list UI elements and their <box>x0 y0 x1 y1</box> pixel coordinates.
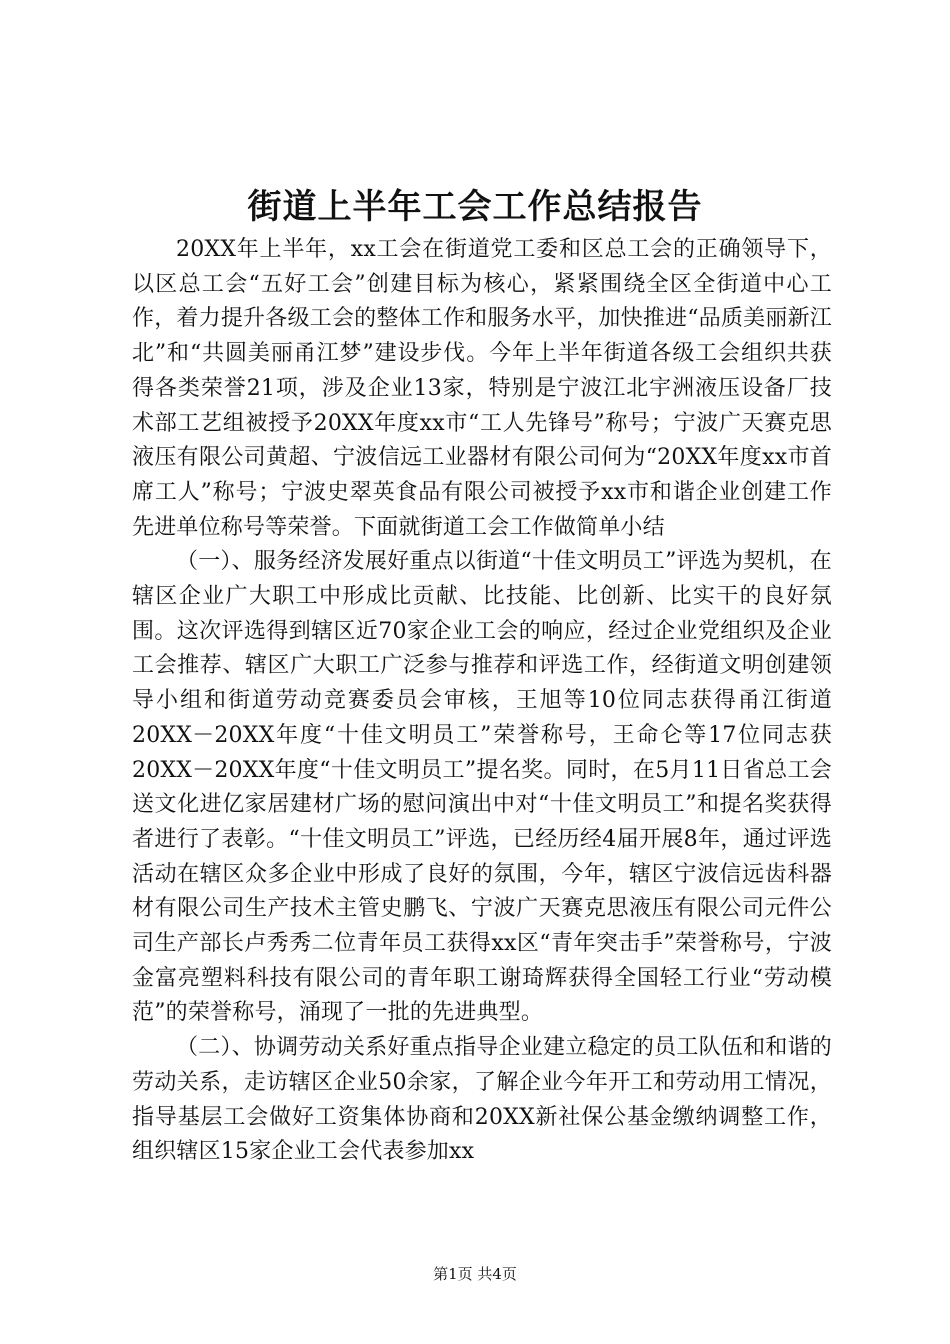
paragraph-section-2: （二）、协调劳动关系好重点指导企业建立稳定的员工队伍和和谐的劳动关系，走访辖区企业50余家，了解企业今年开工和劳动用工情况，指导基层工会做好工资集体协商和20XX新社保公基金缴纳调整工作，组织辖区15家企业工会代表参加xx <box>132 1035 832 1165</box>
paragraph-intro: 20XX年上半年，xx工会在街道党工委和区总工会的正确领导下，以区总工会“五好工会”创建目标为核心，紧紧围绕全区全街道中心工作，着力提升各级工会的整体工作和服务水平，加快推进“品质美丽新江北”和“共圆美丽甬江梦”建设步伐。今年上半年街道各级工会组织共获得各类荣誉21项，涉及企业13家，特别是宁波江北宇洲液压设备厂技术部工艺组被授予20XX年度xx市“工人先锋号”称号；宁波广天赛克思液压有限公司黄超、宁波信远工业器材有限公司何为“20XX年度xx市首席工人”称号；宁波史翠英食品有限公司被授予xx市和谐企业创建工作先进单位称号等荣誉。下面就街道工会工作做简单小结 <box>132 237 832 540</box>
paragraph-section-1: （一）、服务经济发展好重点以街道“十佳文明员工”评选为契机，在辖区企业广大职工中形成比贡献、比技能、比创新、比实干的良好氛围。这次评选得到辖区近70家企业工会的响应，经过企业党组织及企业工会推荐、辖区广大职工广泛参与推荐和评选工作，经街道文明创建领导小组和街道劳动竞赛委员会审核，王旭等10位同志获得甬江街道20XX－20XX年度“十佳文明员工”荣誉称号，王命仑等17位同志获20XX－20XX年度“十佳文明员工”提名奖。同时，在5月11日省总工会送文化进亿家居建材广场的慰问演出中对“十佳文明员工”和提名奖获得者进行了表彰。“十佳文明员工”评选，已经历经4届开展8年，通过评选活动在辖区众多企业中形成了良好的氛围，今年，辖区宁波信远齿科器材有限公司生产技术主管史鹏飞、宁波广天赛克思液压有限公司元件公司生产部长卢秀秀二位青年员工获得xx区“青年突击手”荣誉称号，宁波金富亮塑料科技有限公司的青年职工谢琦辉获得全国轻工行业“劳动模范”的荣誉称号，涌现了一批的先进典型。 <box>132 549 832 1026</box>
page-footer: 第1页 共4页 <box>433 1265 517 1283</box>
document-body <box>132 233 832 1170</box>
document-title: 街道上半年工会工作总结报告 <box>247 187 703 227</box>
